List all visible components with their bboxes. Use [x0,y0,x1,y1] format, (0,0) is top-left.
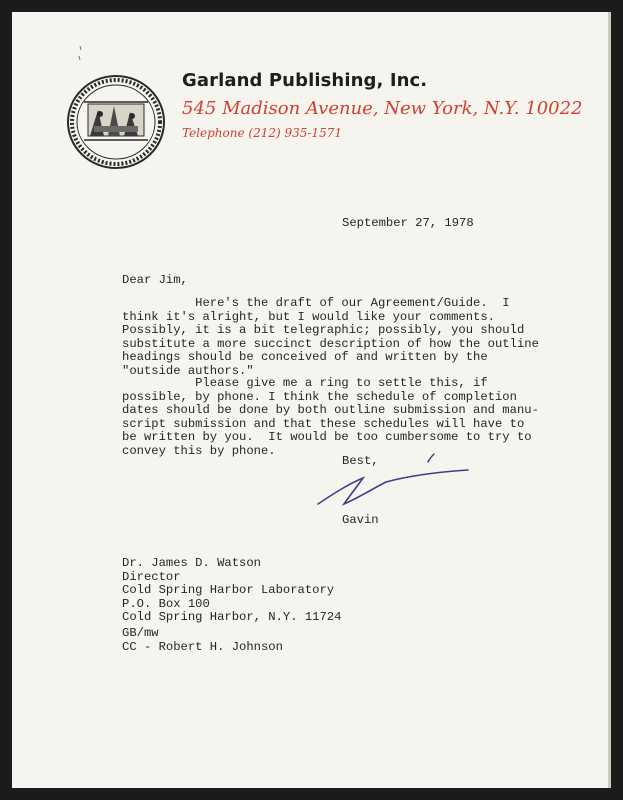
letter-page [12,12,611,788]
pencil-mark [77,44,85,64]
recipient-address-block [122,557,341,625]
signer-name: Gavin [342,513,379,527]
typist-initials: GB/mw [122,626,159,640]
handwritten-signature [308,452,478,517]
recipient-line: P.O. Box 100 [122,596,210,611]
recipient-line: Director [122,569,181,584]
body-paragraph-2: Please give me a ring to settle this, if possible, by phone. I think the schedule of completion dates should be done by both outline submission and manu- script submission and that these schedules will have to be written by you. It would be too cumbersome to try to convey this by phone. [122,376,539,458]
carbon-copy: CC - Robert H. Johnson [122,639,283,654]
letter-date: September 27, 1978 [342,216,474,230]
salutation: Dear Jim, [122,273,188,287]
company-seal-logo [64,70,168,174]
company-address: 545 Madison Avenue, New York, N.Y. 10022 [182,98,583,119]
company-name: Garland Publishing, Inc. [182,70,428,91]
closing: Best, [342,454,379,468]
reference-block [122,627,283,654]
recipient-line: Cold Spring Harbor Laboratory [122,583,335,598]
company-phone: Telephone (212) 935-1571 [182,126,342,140]
recipient-line: Dr. James D. Watson [122,556,261,570]
recipient-line: Cold Spring Harbor, N.Y. 11724 [122,610,342,625]
body-paragraph-1: Here's the draft of our Agreement/Guide. I think it's alright, but I would like your comments. Possibly, it is a bit telegraphic; possibly, you should substitute a more succinct description of how the outline headings should be conceived of and written by the "outside authors." [122,296,539,378]
